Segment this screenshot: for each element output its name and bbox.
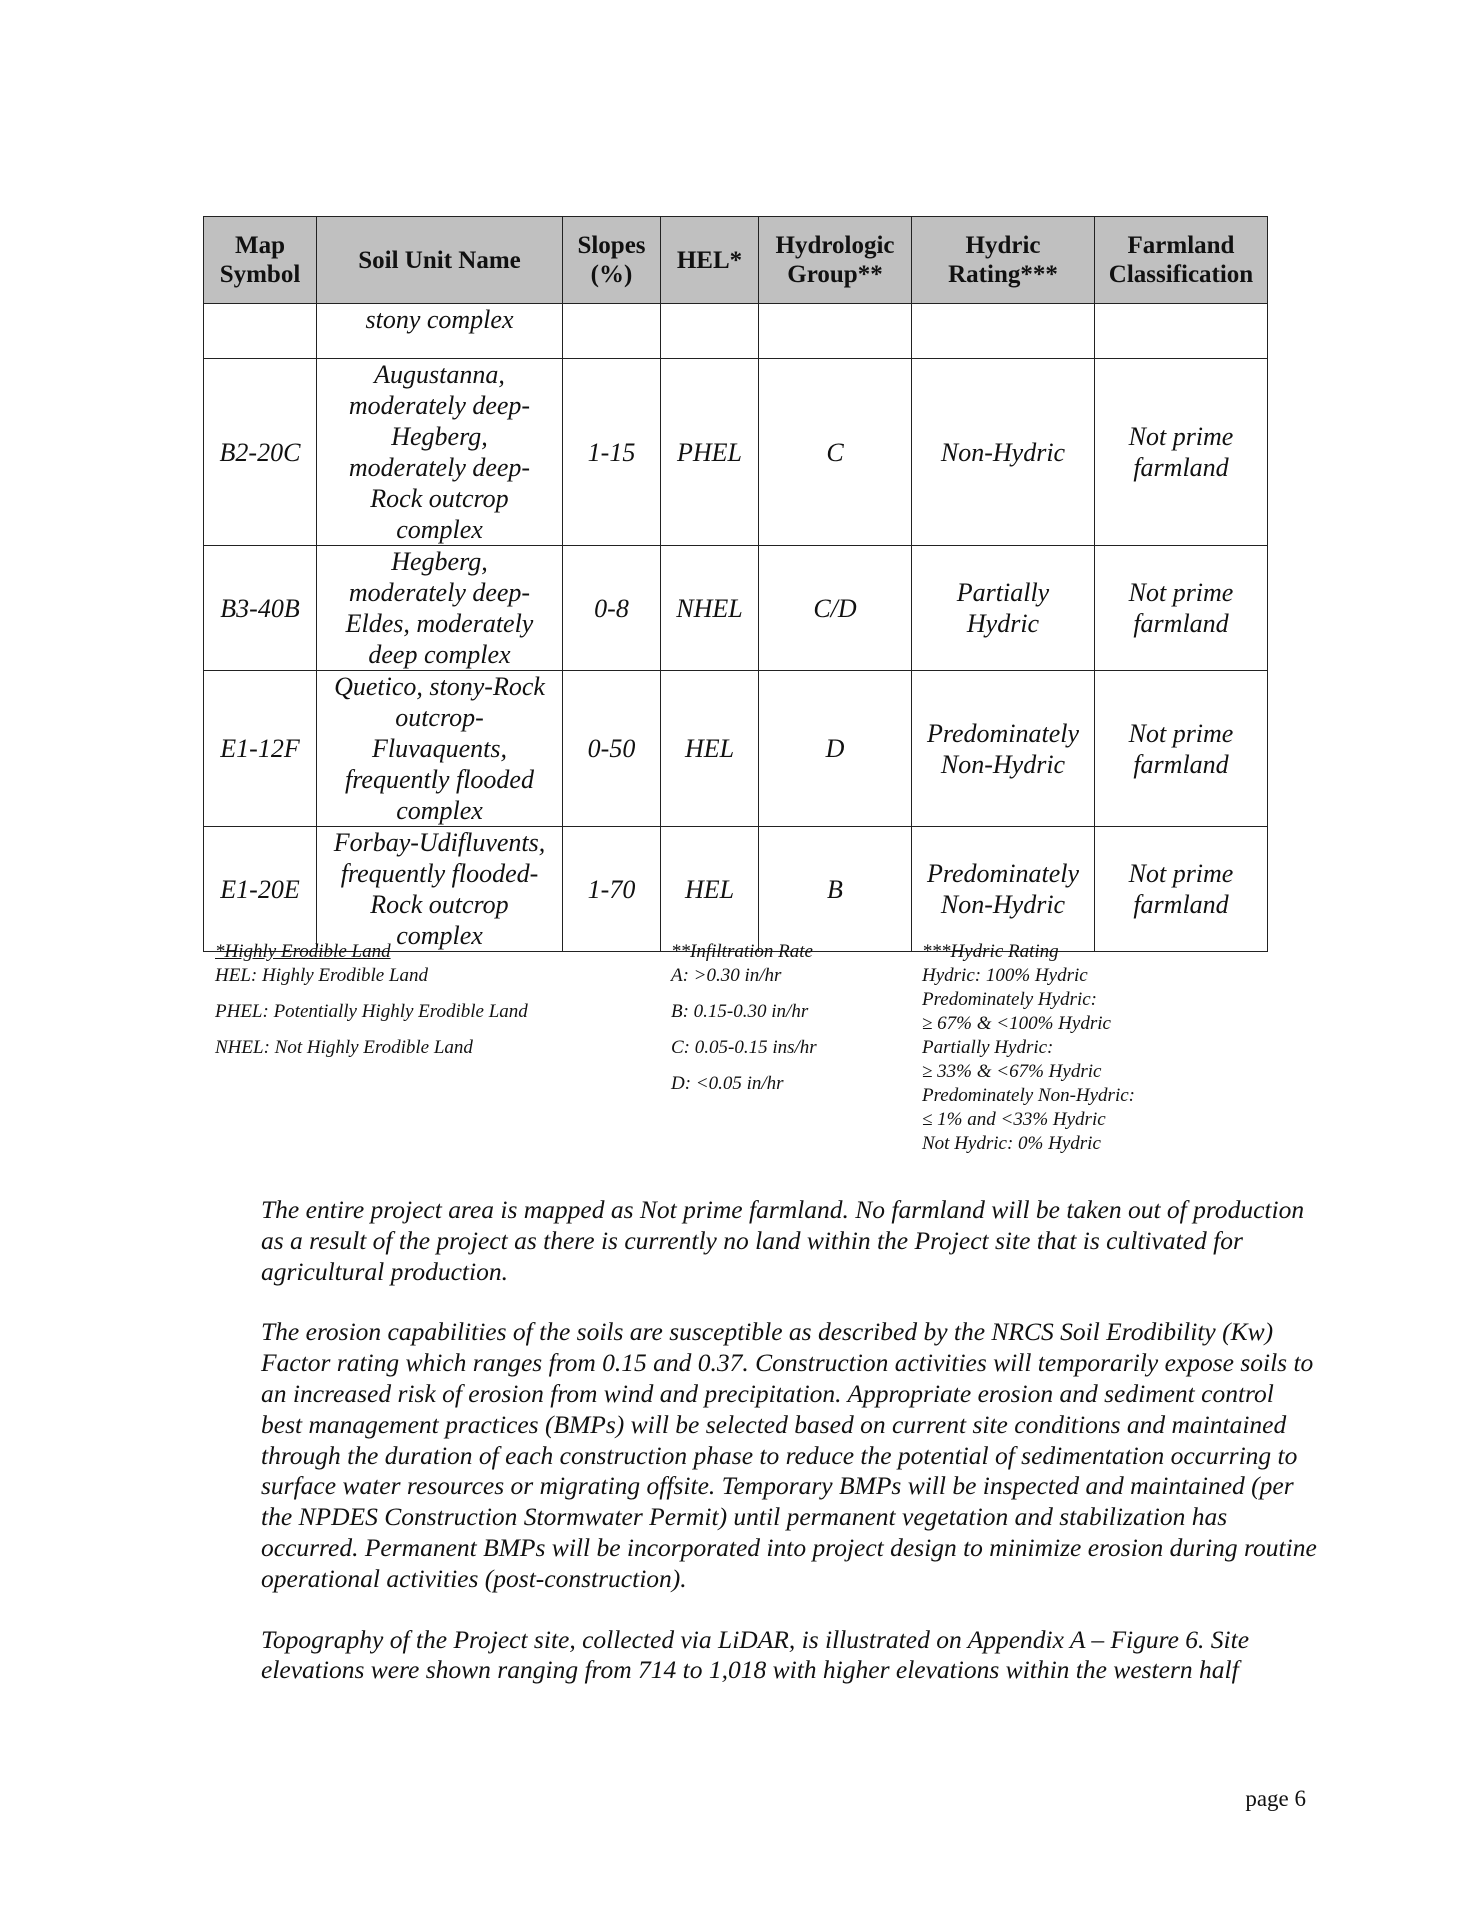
header-hydrologic-group: Hydrologic Group** (759, 217, 912, 304)
cell-farmland-classification: Not prime farmland (1095, 359, 1268, 546)
cell-slopes: 1-70 (563, 827, 661, 952)
table-footnotes (215, 940, 1215, 1170)
table-row (204, 304, 1268, 359)
paragraph-farmland: The entire project area is mapped as Not prime farmland. No farmland will be taken out of production as a result of the project as there is currently no land within the Project site that is cultivated for agricultural production. (261, 1195, 1305, 1286)
table-row (204, 359, 1268, 546)
cell-hydric-rating: Non-Hydric (912, 359, 1095, 546)
cell-soil-unit-name: Augustanna, moderately deep- Hegberg, moderately deep- Rock outcrop complex (317, 359, 563, 546)
header-farmland-classification: Farmland Classification (1095, 217, 1268, 304)
table-row (204, 671, 1268, 827)
hydric-footnote-line: Predominately Non-Hydric: (922, 1085, 1135, 1106)
hydric-footnote-line: Partially Hydric: (922, 1037, 1054, 1058)
cell-map-symbol: B2-20C (204, 359, 317, 546)
cell-farmland-classification: Not prime farmland (1095, 546, 1268, 671)
cell-slopes: 1-15 (563, 359, 661, 546)
header-map-symbol: Map Symbol (204, 217, 317, 304)
cell-hydric-rating (912, 304, 1095, 359)
hydric-footnote-line: Hydric: 100% Hydric (922, 965, 1088, 986)
hel-footnote-line: PHEL: Potentially Highly Erodible Land (215, 1001, 528, 1022)
hel-footnote-line: NHEL: Not Highly Erodible Land (215, 1037, 473, 1058)
paragraph-topography: Topography of the Project site, collected via LiDAR, is illustrated on Appendix A – Figure 6. Site elevations were shown ranging from 714 to 1,018 with higher elevations within the western half (261, 1624, 1250, 1685)
cell-map-symbol: E1-20E (204, 827, 317, 952)
cell-map-symbol: E1-12F (204, 671, 317, 827)
cell-soil-unit-name: Quetico, stony-Rock outcrop- Fluvaquents, frequently flooded complex (317, 671, 563, 827)
header-soil-unit-name: Soil Unit Name (317, 217, 563, 304)
cell-farmland-classification: Not prime farmland (1095, 827, 1268, 952)
infiltration-footnote (671, 940, 817, 1108)
header-hydric-rating: Hydric Rating*** (912, 217, 1095, 304)
cell-soil-unit-name: Forbay-Udifluvents, frequently flooded- Rock outcrop complex (317, 827, 563, 952)
body-text (261, 1195, 1321, 1716)
infiltration-footnote-line: D: <0.05 in/hr (671, 1073, 784, 1094)
hel-footnote (215, 940, 528, 1072)
cell-hel: HEL (661, 671, 759, 827)
table-row (204, 827, 1268, 952)
soil-units-table (203, 216, 1268, 952)
paragraph-erosion: The erosion capabilities of the soils are susceptible as described by the NRCS Soil Erodibility (Kw) Factor rating which ranges from 0.15 and 0.37. Construction activities will temporarily expose soils to an increased risk of erosion from wind and precipitation. Appropriate erosion and sediment control best management practices (BMPs) will be selected based on current site conditions and maintained through the duration of each construction phase to reduce the potential of sedimentation occurring to surface water resources or migrating offsite. Temporary BMPs will be inspected and maintained (per the NPDES Construction Stormwater Permit) until permanent vegetation and stabilization has occurred. Permanent BMPs will be incorporated into project design to minimize erosion during routine operational activities (post-construction). (261, 1317, 1317, 1593)
cell-soil-unit-name: Hegberg, moderately deep- Eldes, moderately deep complex (317, 546, 563, 671)
hydric-footnote-line: ≥ 67% & <100% Hydric (922, 1013, 1111, 1034)
table-header-row (204, 217, 1268, 304)
infiltration-footnote-title: **Infiltration Rate (671, 941, 813, 962)
cell-slopes (563, 304, 661, 359)
hydric-footnote-line: ≥ 33% & <67% Hydric (922, 1061, 1102, 1082)
hydric-footnote-title: ***Hydric Rating (922, 941, 1059, 962)
hel-footnote-title: *Highly Erodible Land (215, 941, 391, 962)
hel-footnote-line: HEL: Highly Erodible Land (215, 965, 429, 986)
cell-hel: NHEL (661, 546, 759, 671)
cell-hydrologic-group: C (759, 359, 912, 546)
header-hel: HEL* (661, 217, 759, 304)
cell-soil-unit-name: stony complex (317, 304, 563, 359)
hydric-footnote (922, 940, 1135, 1156)
cell-hydrologic-group: C/D (759, 546, 912, 671)
cell-hydrologic-group (759, 304, 912, 359)
cell-hel (661, 304, 759, 359)
cell-hel: HEL (661, 827, 759, 952)
cell-hydric-rating: Partially Hydric (912, 546, 1095, 671)
infiltration-footnote-line: C: 0.05-0.15 ins/hr (671, 1037, 817, 1058)
header-slopes: Slopes (%) (563, 217, 661, 304)
cell-slopes: 0-50 (563, 671, 661, 827)
infiltration-footnote-line: A: >0.30 in/hr (671, 965, 782, 986)
cell-hydric-rating: Predominately Non-Hydric (912, 827, 1095, 952)
hydric-footnote-line: Not Hydric: 0% Hydric (922, 1133, 1101, 1154)
hydric-footnote-line: Predominately Hydric: (922, 989, 1097, 1010)
cell-farmland-classification: Not prime farmland (1095, 671, 1268, 827)
infiltration-footnote-line: B: 0.15-0.30 in/hr (671, 1001, 809, 1022)
table-row (204, 546, 1268, 671)
cell-hel: PHEL (661, 359, 759, 546)
cell-farmland-classification (1095, 304, 1268, 359)
hydric-footnote-line: ≤ 1% and <33% Hydric (922, 1109, 1106, 1130)
cell-hydrologic-group: B (759, 827, 912, 952)
cell-slopes: 0-8 (563, 546, 661, 671)
page-number: page 6 (1245, 1786, 1306, 1811)
cell-map-symbol: B3-40B (204, 546, 317, 671)
cell-map-symbol (204, 304, 317, 359)
cell-hydric-rating: Predominately Non-Hydric (912, 671, 1095, 827)
cell-hydrologic-group: D (759, 671, 912, 827)
